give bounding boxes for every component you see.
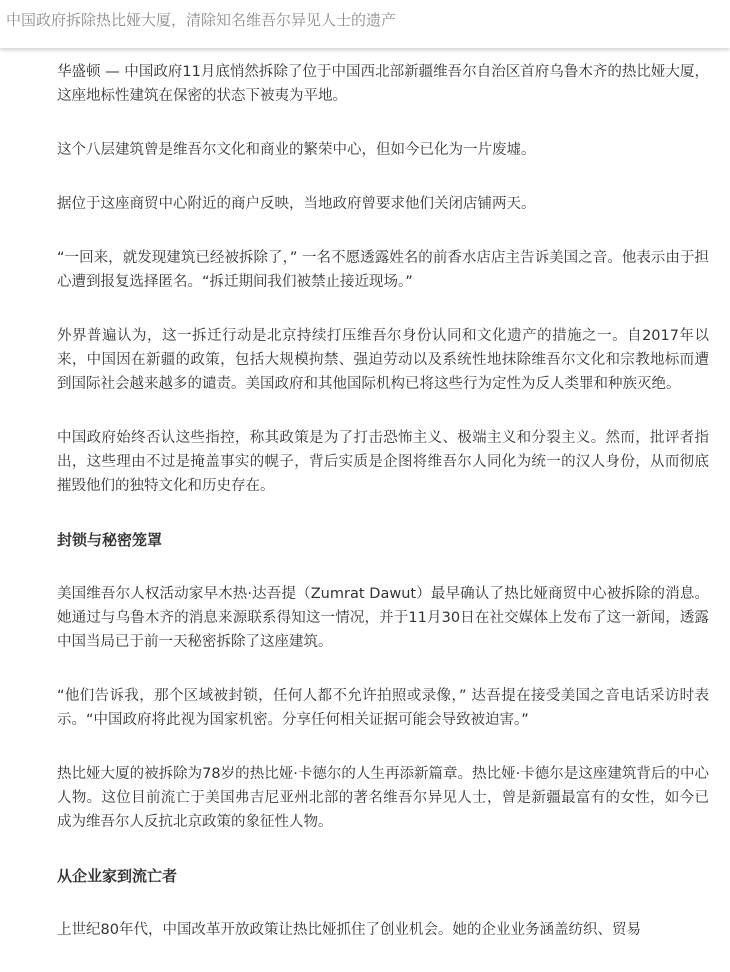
paragraph-3: 据位于这座商贸中心附近的商户反映，当地政府曾要求他们关闭店铺两天。 bbox=[57, 196, 536, 212]
page-title: 中国政府拆除热比娅大厦，清除知名维吾尔异见人士的遗产 bbox=[6, 11, 397, 29]
paragraph-4: “一回来，就发现建筑已经被拆除了，” 一名不愿透露姓名的前香水店店主告诉美国之音。他表示由于担心遭到报复选择匿名。“拆迁期间我们被禁止接近现场。” bbox=[57, 250, 709, 290]
paragraph-8: “他们告诉我，那个区域被封锁，任何人都不允许拍照或录像，” 达吾提在接受美国之音电话采访时表示。“中国政府将此视为国家机密。分享任何相关证据可能会导致被迫害。” bbox=[57, 688, 709, 728]
paragraph-2: 这个八层建筑曾是维吾尔文化和商业的繁荣中心，但如今已化为一片废墟。 bbox=[57, 142, 536, 158]
paragraph-1: 华盛顿 — 中国政府11月底悄然拆除了位于中国西北部新疆维吾尔自治区首府乌鲁木齐的热比娅大厦，这座地标性建筑在保密的状态下被夷为平地。 bbox=[57, 64, 709, 104]
paragraph-7: 美国维吾尔人权活动家早木热·达吾提（Zumrat Dawut）最早确认了热比娅商贸中心被拆除的消息。她通过与乌鲁木齐的消息来源联系得知这一情况，并于11月30日在社交媒体上发布了这一新闻，透露中国当局已于前一天秘密拆除了这座建筑。 bbox=[57, 586, 709, 650]
page-header bbox=[0, 0, 730, 48]
paragraph-5: 外界普遍认为，这一拆迁行动是北京持续打压维吾尔身份认同和文化遗产的措施之一。自2017年以来，中国因在新疆的政策，包括大规模拘禁、强迫劳动以及系统性地抹除维吾尔文化和宗教地标而遭到国际社会越来越多的谴责。美国政府和其他国际机构已将这些行为定性为反人类罪和种族灭绝。 bbox=[57, 328, 709, 392]
paragraph-9: 热比娅大厦的被拆除为78岁的热比娅·卡德尔的人生再添新篇章。热比娅·卡德尔是这座建筑背后的中心人物。这位目前流亡于美国弗吉尼亚州北部的著名维吾尔异见人士，曾是新疆最富有的女性，如今已成为维吾尔人反抗北京政策的象征性人物。 bbox=[57, 766, 709, 830]
article-body bbox=[57, 60, 709, 972]
section-heading-blockade: 封锁与秘密笼罩 bbox=[57, 531, 163, 549]
section-heading-exile: 从企业家到流亡者 bbox=[57, 867, 178, 885]
paragraph-6: 中国政府始终否认这些指控，称其政策是为了打击恐怖主义、极端主义和分裂主义。然而，批评者指出，这些理由不过是掩盖事实的幌子，背后实质是企图将维吾尔人同化为统一的汉人身份，从而彻底摧毁他们的独特文化和历史存在。 bbox=[57, 430, 709, 494]
paragraph-10: 上世纪80年代，中国改革开放政策让热比娅抓住了创业机会。她的企业业务涵盖纺织、贸易 bbox=[57, 922, 641, 938]
